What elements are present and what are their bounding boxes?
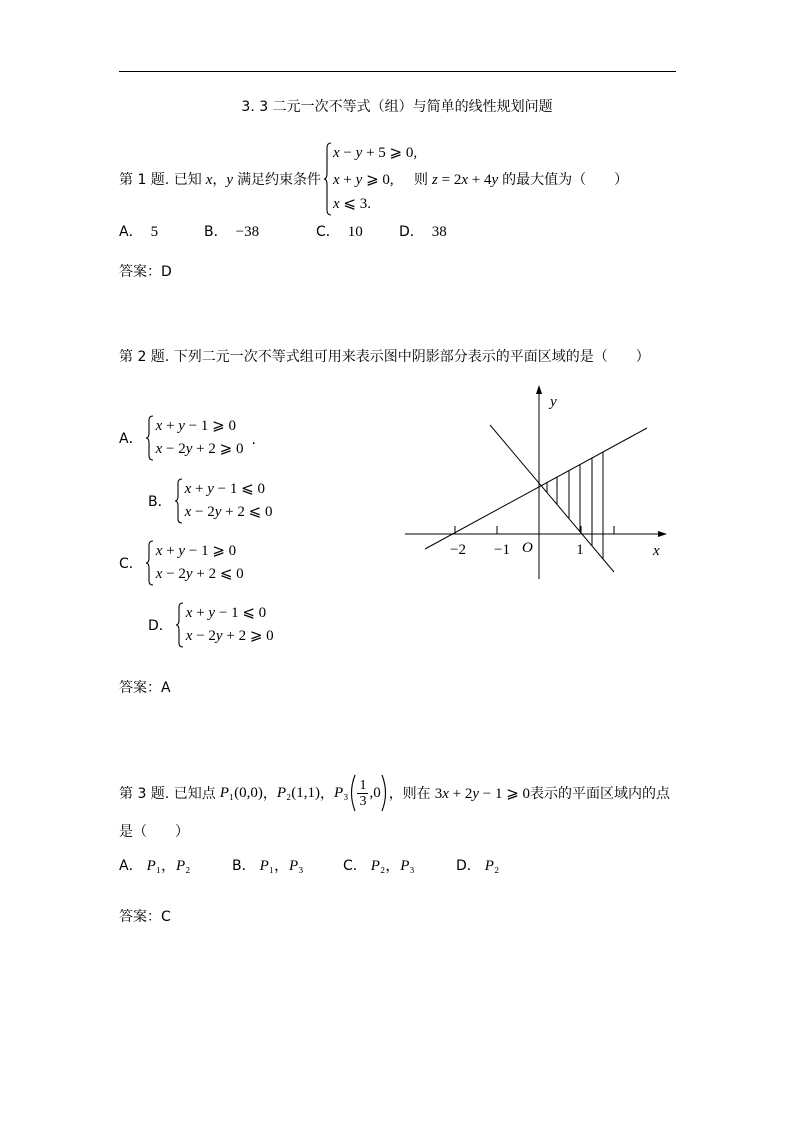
q1-stem-start: 第 1 题. 已知 [119, 172, 202, 188]
point-p2-name: P₂ [276, 784, 292, 801]
option-label: D． [456, 858, 481, 874]
option-label: B． [232, 858, 256, 874]
q1-constraint-1: x − y + 5 ⩾ 0, [333, 145, 418, 161]
answer-value: A [161, 680, 171, 696]
y-axis-label: y [550, 394, 557, 410]
point-p1-coords: (0,0) [234, 784, 263, 801]
q1-separator: ， [212, 172, 227, 188]
left-brace-icon [175, 602, 184, 648]
option-value: P₂ [484, 858, 500, 874]
option-label: D． [148, 618, 173, 634]
q1-var-y: y [226, 172, 234, 188]
q3-stem-end: 表示的平面区域内的点 [530, 786, 671, 802]
q3-separator: ， [320, 786, 335, 802]
inequality-line-2: x − 2y + 2 ⩾ 0 [155, 441, 244, 457]
q3-connector: ，则在 [388, 786, 431, 802]
point-p3-rest: ,0 [369, 784, 381, 801]
fraction-numerator: 1 [359, 777, 367, 793]
q3-separator: ， [262, 786, 277, 802]
q1-condition: 满足约束条件 [237, 172, 322, 188]
q3-option-a [119, 857, 190, 875]
q1-answer [119, 263, 172, 281]
option-label: A． [119, 224, 143, 240]
q3-inequality: 3x + 2y − 1 ⩾ 0 [434, 785, 531, 802]
q1-objective: z = 2x + 4y [432, 172, 499, 188]
q3-option-c [343, 857, 415, 875]
tick-label: −2 [450, 542, 466, 558]
q2-option-c [119, 540, 244, 586]
point-p3-name: P₃ [334, 784, 349, 801]
inequality-line-1: x + y − 1 ⩾ 0 [155, 418, 236, 434]
answer-label: 答案： [119, 680, 161, 696]
q1-constraint-system [323, 142, 418, 218]
inequality-line-2: x − 2y + 2 ⩽ 0 [155, 566, 244, 582]
origin-label: O [522, 540, 533, 556]
q1-option-b [204, 223, 259, 241]
left-brace-icon [145, 540, 154, 586]
y-axis-arrow-icon [536, 385, 542, 394]
option-label: C． [343, 858, 367, 874]
q1-var-x: x [205, 172, 213, 188]
q2-option-b [148, 478, 272, 524]
option-label: B． [148, 494, 172, 510]
inequality-line-1: x + y − 1 ⩽ 0 [185, 605, 267, 621]
q2-option-d [148, 602, 274, 648]
point-p2-coords: (1,1) [291, 784, 321, 801]
q3-stem-continued: 是（ ） [119, 824, 189, 840]
q1-ask: 的最大值为（ ） [502, 172, 629, 188]
q1-option-d [399, 223, 447, 241]
fraction-one-third [357, 778, 368, 809]
answer-value: D [161, 264, 172, 280]
point-p1-name: P₁ [219, 784, 235, 801]
option-value: −38 [235, 224, 260, 240]
q1-constraint-2: x + y ⩾ 0, [333, 172, 394, 188]
q2-option-a [119, 415, 256, 461]
right-paren-icon [381, 774, 389, 812]
fraction-denominator: 3 [359, 793, 367, 809]
option-label: A． [119, 858, 143, 874]
option-label: D． [399, 224, 424, 240]
left-brace-icon [145, 415, 154, 461]
option-value: P₁，P₃ [259, 858, 304, 874]
q1-option-a [119, 223, 158, 241]
option-value: P₂，P₃ [370, 858, 415, 874]
answer-label: 答案： [119, 909, 161, 925]
left-paren-icon [348, 774, 356, 812]
option-value: 38 [431, 224, 447, 240]
inequality-line-2: x − 2y + 2 ⩾ 0 [185, 628, 274, 644]
q3-stem [119, 774, 670, 812]
q1-stem [119, 171, 321, 189]
inequality-line-1: x + y − 1 ⩾ 0 [155, 543, 237, 559]
q1-then: 则 [414, 172, 428, 188]
q3-option-b [232, 857, 303, 875]
q1-option-c [316, 223, 363, 241]
answer-label: 答案： [119, 264, 161, 280]
inequality-line-1: x + y − 1 ⩽ 0 [184, 481, 265, 497]
option-label: A． [119, 431, 143, 447]
option-label: C． [119, 556, 143, 572]
trailing-mark: . [251, 432, 256, 448]
q1-constraint-3: x ⩽ 3. [333, 196, 371, 212]
option-value: 5 [150, 224, 159, 240]
section-title: 3. 3 二元一次不等式（组）与简单的线性规划问题 [241, 99, 553, 115]
option-value: P₁，P₂ [146, 858, 191, 874]
q2-stem: 第 2 题. 下列二元一次不等式组可用来表示图中阴影部分表示的平面区域的是（ ） [119, 349, 650, 365]
q2-answer [119, 679, 171, 697]
left-brace-icon [174, 478, 183, 524]
q3-stem-start: 第 3 题. 已知点 [119, 786, 216, 802]
left-brace-icon [323, 142, 332, 216]
answer-value: C [161, 909, 171, 925]
option-label: C． [316, 224, 340, 240]
header-rule [119, 71, 676, 72]
tick-label: 1 [576, 542, 584, 558]
option-label: B． [204, 224, 228, 240]
q3-answer [119, 908, 171, 926]
q1-question [414, 171, 628, 189]
option-value: 10 [347, 224, 363, 240]
x-axis-label: x [653, 543, 660, 559]
q3-option-d [456, 857, 499, 875]
tick-label: −1 [494, 542, 510, 558]
inequality-line-2: x − 2y + 2 ⩽ 0 [184, 504, 273, 520]
x-axis-arrow-icon [658, 531, 667, 537]
q2-region-figure [400, 378, 672, 584]
